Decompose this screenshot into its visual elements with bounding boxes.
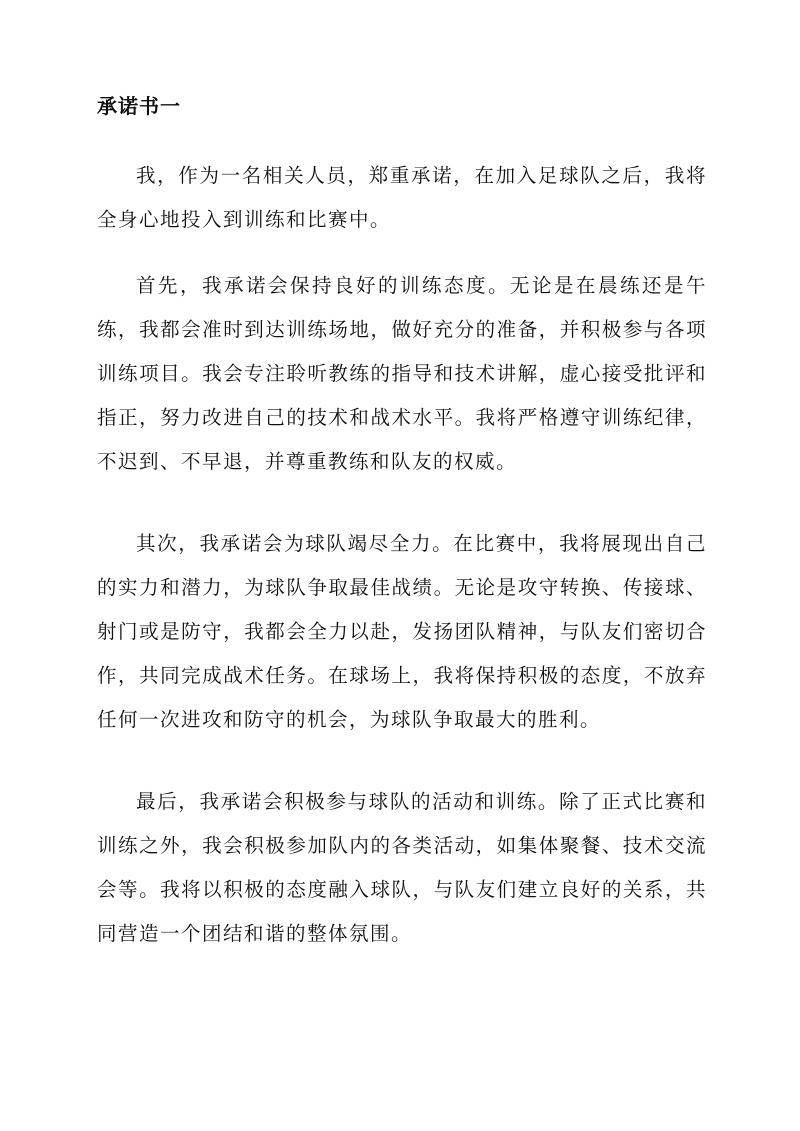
paragraph-match-effort: 其次，我承诺会为球队竭尽全力。在比赛中，我将展现出自己的实力和潜力，为球队争取最佳战绩。无论是攻守转换、传接球、射门或是防守，我都会全力以赴，发扬团队精神，与队友们密切合作，共同完成战术任务。在球场上，我将保持积极的态度，不放弃任何一次进攻和防守的机会，为球队争取最大的胜利。	[97, 532, 707, 731]
paragraph-training-attitude: 首先，我承诺会保持良好的训练态度。无论是在晨练还是午练，我都会准时到达训练场地，做好充分的准备，并积极参与各项训练项目。我会专注聆听教练的指导和技术讲解，虚心接受批评和指正，努力改进自己的技术和战术水平。我将严格遵守训练纪律，不迟到、不早退，并尊重教练和队友的权威。	[97, 274, 707, 473]
paragraph-team-activities: 最后，我承诺会积极参与球队的活动和训练。除了正式比赛和训练之外，我会积极参加队内的各类活动，如集体聚餐、技术交流会等。我将以积极的态度融入球队，与队友们建立良好的关系，共同营造一个团结和谐的整体氛围。	[97, 790, 707, 945]
document-title: 承诺书一	[97, 94, 181, 118]
paragraph-intro: 我，作为一名相关人员，郑重承诺，在加入足球队之后，我将全身心地投入到训练和比赛中。	[97, 164, 707, 231]
